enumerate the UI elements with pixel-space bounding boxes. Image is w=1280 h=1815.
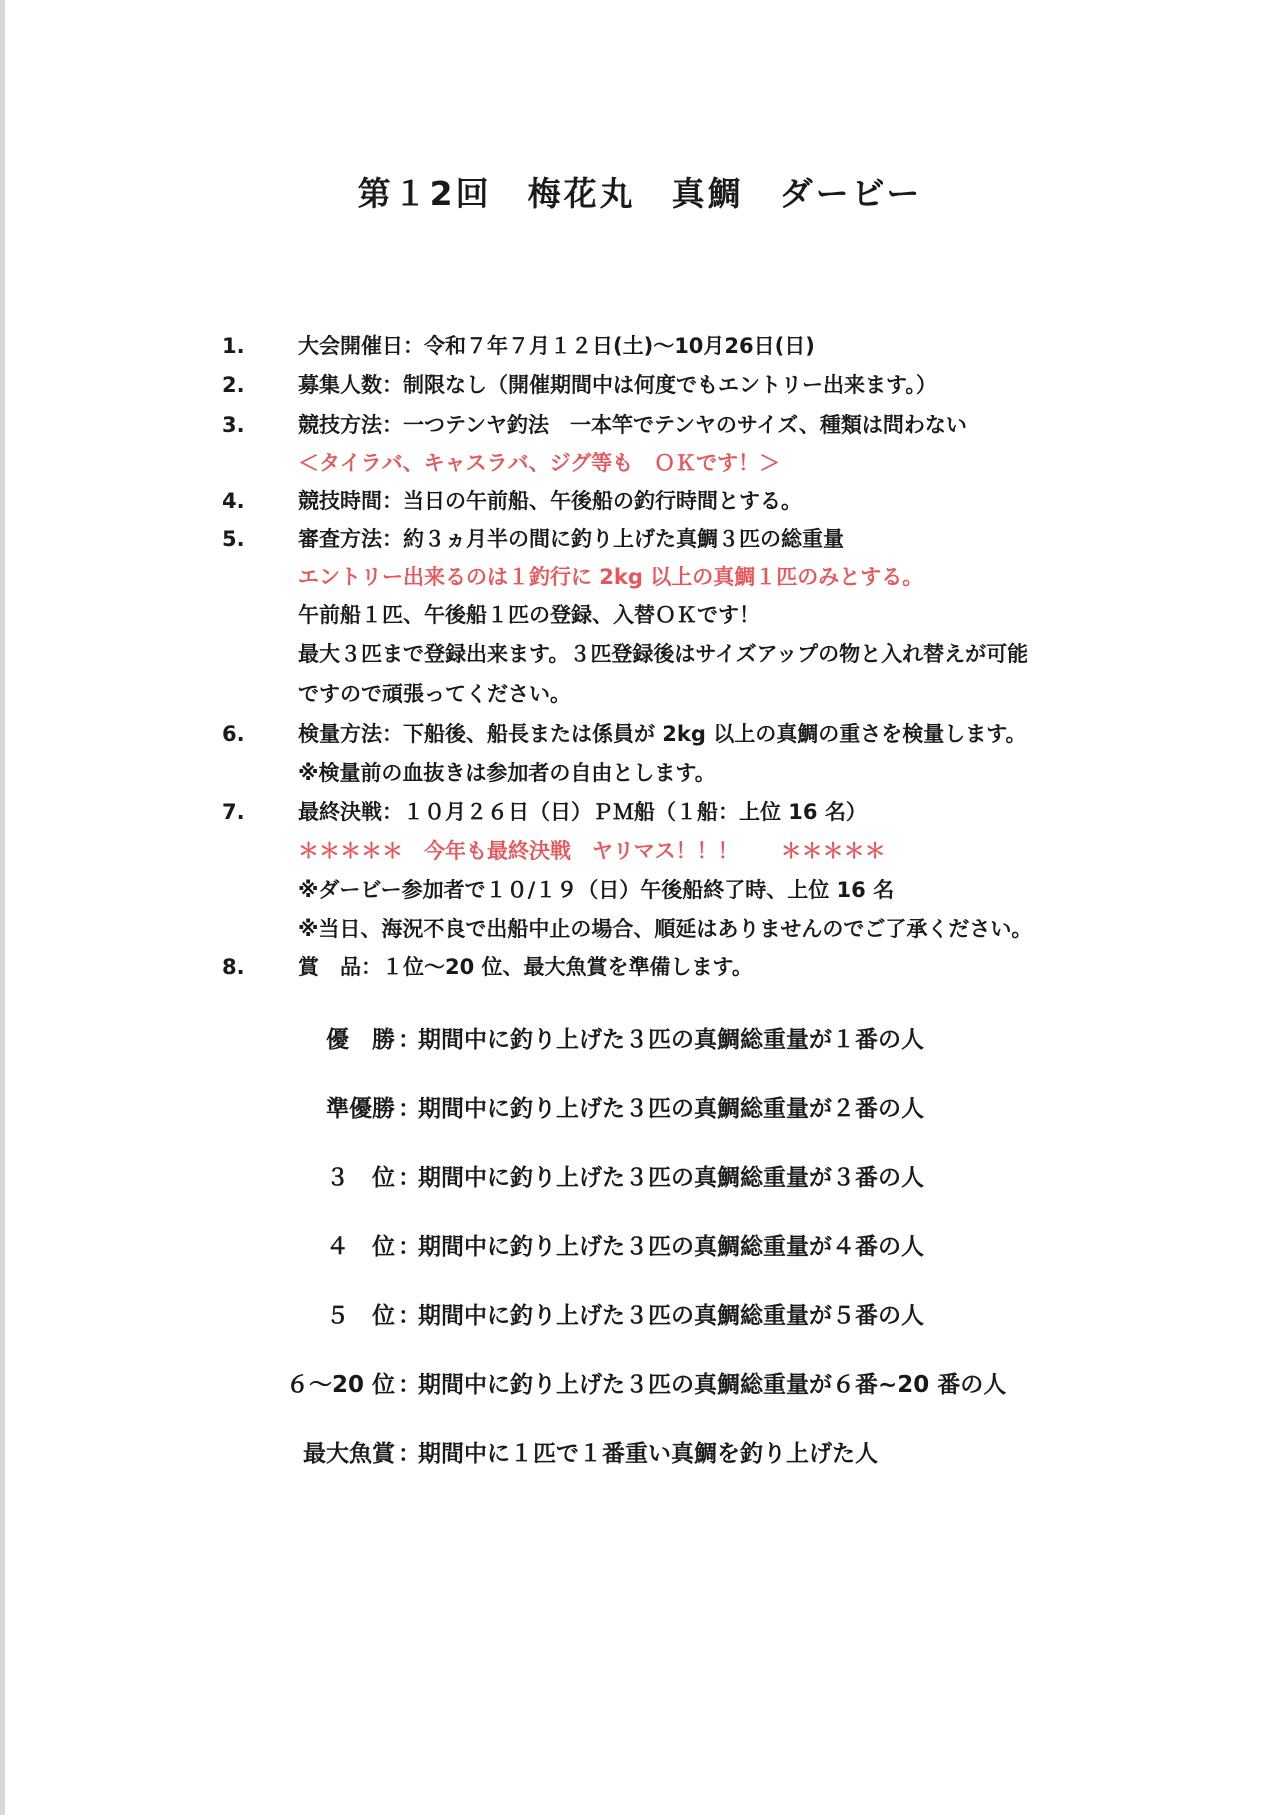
prize-description: 期間中に釣り上げた３匹の真鯛総重量が６番~20 番の人 bbox=[418, 1372, 1007, 1398]
prize-colon: ： bbox=[398, 1372, 421, 1398]
item-text: 審査方法：約３ヵ月半の間に釣り上げた真鯛３匹の総重量 bbox=[298, 527, 844, 551]
item-text: 最大３匹まで登録出来ます。３匹登録後はサイズアップの物と入れ替えが可能 bbox=[298, 642, 1029, 666]
item-text: 募集人数：制限なし（開催期間中は何度でもエントリー出来ます。） bbox=[298, 373, 937, 397]
prize-row bbox=[0, 1301, 1280, 1331]
item-text: 競技方法：一つテンヤ釣法 一本竿でテンヤのサイズ、種類は問わない bbox=[298, 413, 967, 437]
prize-colon: ： bbox=[398, 1096, 421, 1122]
prize-label: 準優勝 bbox=[326, 1096, 395, 1122]
prize-label: ４ 位 bbox=[326, 1234, 395, 1260]
prize-row bbox=[0, 1439, 1280, 1469]
prize-colon: ： bbox=[398, 1165, 421, 1191]
prize-label: ６〜20 位 bbox=[285, 1372, 395, 1398]
item-number: 8. bbox=[222, 955, 245, 979]
prize-description: 期間中に釣り上げた３匹の真鯛総重量が３番の人 bbox=[418, 1165, 924, 1191]
item-number: 2. bbox=[222, 373, 245, 397]
highlight-text: ＊＊＊＊＊ 今年も最終決戦 ヤリマス！！！ ＊＊＊＊＊ bbox=[298, 839, 886, 863]
item-number: 3. bbox=[222, 413, 245, 437]
page-title: 第１2回 梅花丸 真鯛 ダービー bbox=[357, 174, 923, 213]
prize-description: 期間中に釣り上げた３匹の真鯛総重量が２番の人 bbox=[418, 1096, 924, 1122]
prize-row bbox=[0, 1025, 1280, 1055]
item-text: ※ダービー参加者で１０/１９（日）午後船終了時、上位 16 名 bbox=[298, 878, 895, 902]
item-text: ですので頑張ってください。 bbox=[298, 682, 571, 706]
item-number: 6. bbox=[222, 722, 245, 746]
prize-colon: ： bbox=[398, 1027, 421, 1053]
prize-label: 最大魚賞 bbox=[303, 1441, 395, 1467]
item-number: 4. bbox=[222, 489, 245, 513]
prize-row bbox=[0, 1163, 1280, 1193]
prize-label: 優 勝 bbox=[326, 1027, 395, 1053]
item-number: 5. bbox=[222, 527, 245, 551]
scan-edge bbox=[0, 0, 5, 1815]
prize-description: 期間中に釣り上げた３匹の真鯛総重量が４番の人 bbox=[418, 1234, 924, 1260]
item-text: 競技時間：当日の午前船、午後船の釣行時間とする。 bbox=[298, 489, 802, 513]
item-text: 最終決戦：１０月２６日（日）ＰＭ船（１船：上位 16 名） bbox=[298, 800, 867, 824]
item-number: 1. bbox=[222, 334, 245, 358]
item-text: 午前船１匹、午後船１匹の登録、入替ＯＫです！ bbox=[298, 603, 760, 627]
prize-colon: ： bbox=[398, 1234, 421, 1260]
prize-row bbox=[0, 1370, 1280, 1400]
prize-row bbox=[0, 1232, 1280, 1262]
item-text: 検量方法：下船後、船長または係員が 2kg 以上の真鯛の重さを検量します。 bbox=[298, 722, 1027, 746]
item-text: 賞 品：１位〜20 位、最大魚賞を準備します。 bbox=[298, 955, 753, 979]
prize-description: 期間中に釣り上げた３匹の真鯛総重量が１番の人 bbox=[418, 1027, 924, 1053]
item-text: ※当日、海況不良で出船中止の場合、順延はありませんのでご了承ください。 bbox=[298, 917, 1033, 941]
prize-row bbox=[0, 1094, 1280, 1124]
prize-colon: ： bbox=[398, 1303, 421, 1329]
item-number: 7. bbox=[222, 800, 245, 824]
prize-label: ３ 位 bbox=[326, 1165, 395, 1191]
prize-label: ５ 位 bbox=[326, 1303, 395, 1329]
prize-description: 期間中に１匹で１番重い真鯛を釣り上げた人 bbox=[418, 1441, 878, 1467]
item-text: ※検量前の血抜きは参加者の自由とします。 bbox=[298, 761, 716, 785]
highlight-text: エントリー出来るのは１釣行に 2kg 以上の真鯛１匹のみとする。 bbox=[298, 565, 924, 589]
prize-description: 期間中に釣り上げた３匹の真鯛総重量が５番の人 bbox=[418, 1303, 924, 1329]
prize-colon: ： bbox=[398, 1441, 421, 1467]
item-text: 大会開催日：令和７年７月１２日(土)〜10月26日(日) bbox=[298, 334, 815, 358]
highlight-text: ＜タイラバ、キャスラバ、ジグ等も ＯＫです！＞ bbox=[298, 451, 781, 475]
